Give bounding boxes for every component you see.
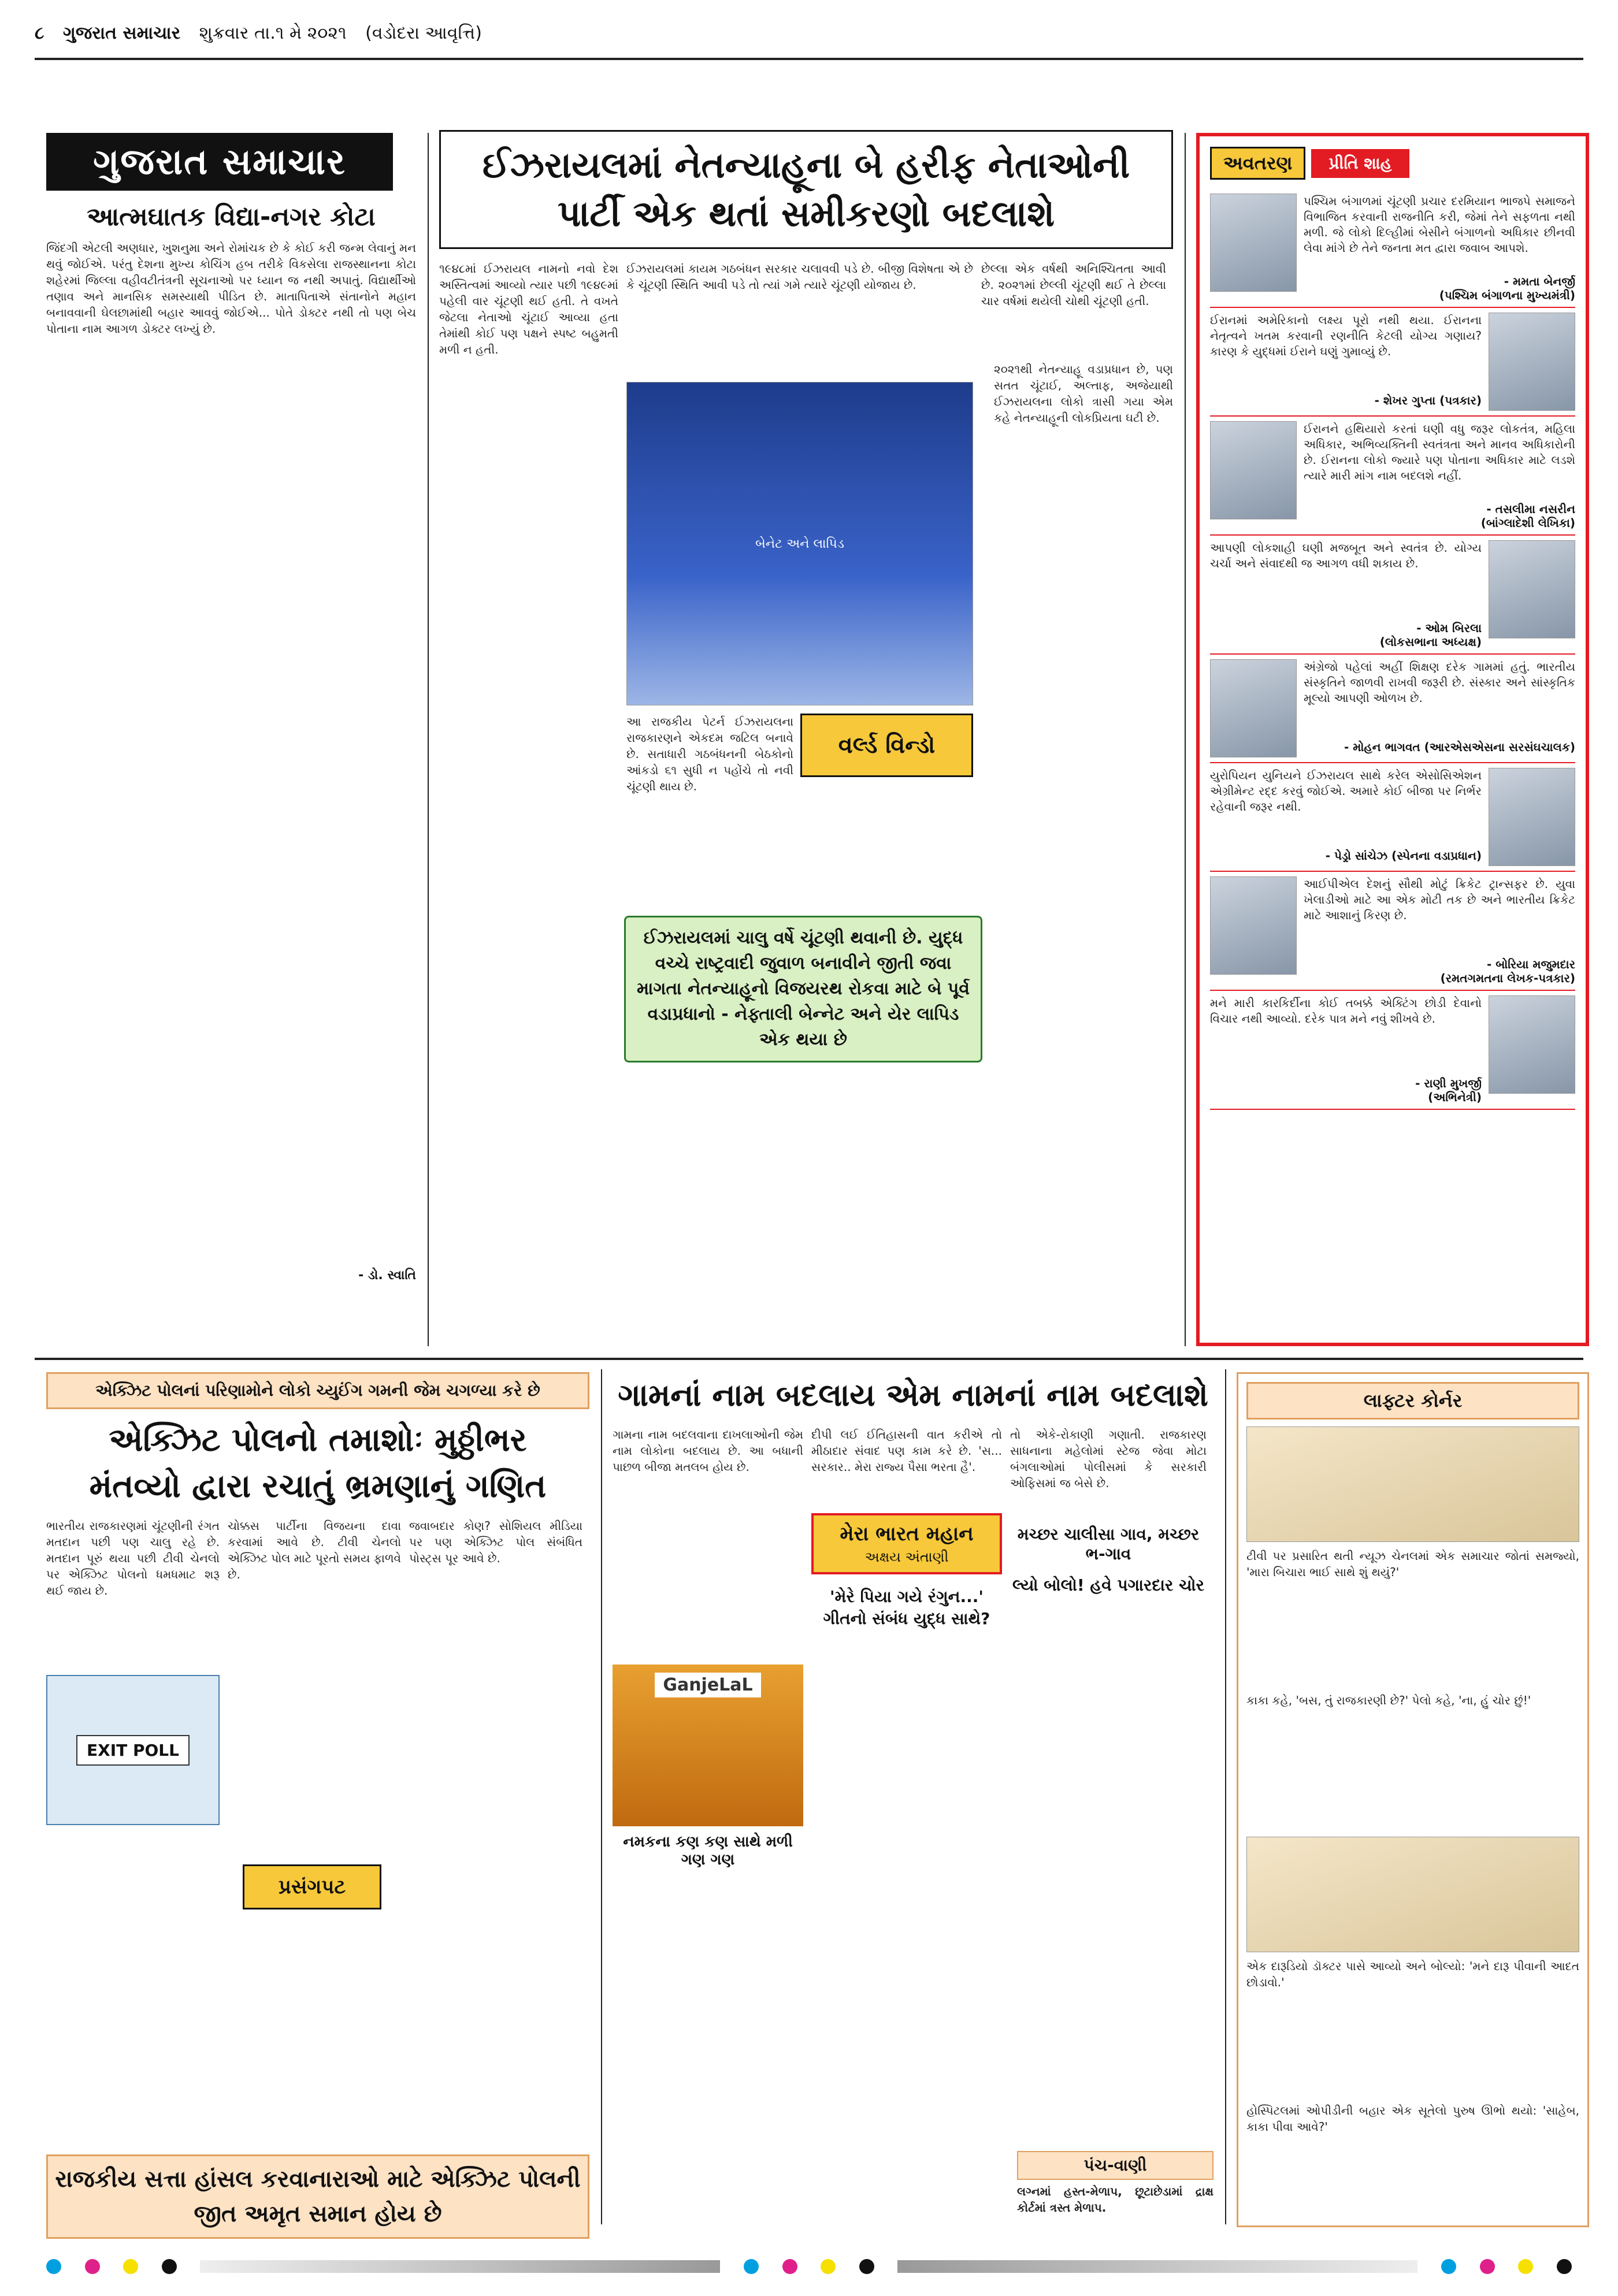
exit-poll-col-3: જવાબદાર કોણ? સોશિયલ મીડિયા પર પણ એક્ઝિટ પોલ સંબંધિત પોસ્ટ્સ પૂર આવે છે.	[409, 1519, 582, 1565]
quote-item	[1210, 417, 1575, 536]
village-headline: ગામનાં નામ બદલાય એમ નામનાં નામ બદલાશે	[618, 1377, 1208, 1413]
quote-list	[1210, 189, 1575, 1110]
exit-poll-kicker: એક્ઝિટ પોલનાં પરિણામોને લોકો ચ્યુઈંગ ગમની જેમ ચગળ્યા કરે છે	[46, 1372, 589, 1409]
quote-item	[1210, 872, 1575, 991]
quote-role: (પશ્ચિમ બંગાળના મુખ્યમંત્રી)	[1439, 288, 1575, 302]
color-registration-bar	[46, 2258, 1572, 2275]
exit-poll-col-2: ચોક્કસ પાર્ટીના વિજયના દાવા કરવામાં આવે છે. ટીવી ચેનલો એક્ઝિટ પોલ માટે પૂરતો સમય ફાળવે છે.	[228, 1519, 401, 1581]
village-col-1: ગામના નામ બદલવાના દાખલાઓની જેમ નામ લોકોના બદલાય છે. આ બધાની પાછળ બીજા મતલબ હોય છે.	[613, 1428, 803, 1474]
laughter-label: લાફ્ટર કોર્નર	[1246, 1382, 1579, 1420]
page-header	[35, 23, 1583, 46]
quote-item	[1210, 536, 1575, 655]
village-sub1: મચ્છર ચાલીસા ગાવ, મચ્છર ભ-ગાવ	[1017, 1525, 1200, 1563]
quote-role: (રમતગમતના લેખક-પત્રકાર)	[1440, 971, 1575, 985]
exit-poll-graphic-label: EXIT POLL	[76, 1735, 190, 1766]
quote-portrait	[1489, 995, 1575, 1094]
cartoon-illustration	[1246, 1426, 1579, 1542]
laughter-corner	[1237, 1372, 1589, 2227]
photo-caption: બેનેટ અને લાપિડ	[755, 536, 844, 551]
quote-item	[1210, 991, 1575, 1110]
lead-pullquote	[624, 916, 982, 1062]
panchvani-text: લગ્નમાં હસ્ત-મેળાપ, છૂટાછેડામાં દ્રાક્ષ કોર્ટમાં ત્રસ્ત મેળાપ.	[1017, 2184, 1214, 2215]
lead-col-3: છેલ્લા એક વર્ષથી અનિશ્ચિતતા આવી છે. ૨૦૨૧માં છેલ્લી ચૂંટણી થઈ તે છેલ્લા ચાર વર્ષમાં થયેલી ચોથી ચૂંટણી હતી.	[981, 262, 1166, 308]
quote-text: મને મારી કારકિર્દીના કોઈ તબક્કે એક્ટિંગ છોડી દેવાનો વિચાર નથી આવ્યો. દરેક પાત્ર મને નવું શીખવે છે.	[1210, 996, 1482, 1026]
quote-text: અંગ્રેજો પહેલાં અહીં શિક્ષણ દરેક ગામમાં હતું. ભારતીય સંસ્કૃતિને જાળવી રાખવી જરૂરી છે. સંસ્કાર અને સાંસ્કૃતિક મૂલ્યો આપણી ઓળખ છે.	[1304, 660, 1575, 705]
village-sub2: લ્યો બોલો! હવે પગારદાર ચોર	[1012, 1576, 1205, 1595]
quote-portrait	[1489, 313, 1575, 411]
exit-poll-graphic	[46, 1675, 220, 1825]
lead-col-1: ૧૯૪૮માં ઈઝરાયલ નામનો નવો દેશ અસ્તિત્વમાં આવ્યો ત્યાર પછી ૧૯૪૯માં પહેલી વાર ચૂંટણી થઈ હતી. તે વખતે જેટલા નેતાઓ ચૂંટાઈ આવ્યા હતા તેમાંથી કોઈ પણ પક્ષને સ્પષ્ટ બહુમતી મળી ન હતી.	[439, 262, 618, 356]
village-story	[613, 1372, 1214, 2239]
cartoon-illustration	[1246, 1837, 1579, 1952]
lead-headline-line2: પાર્ટી એક થતાં સમીકરણો બદલાશે	[557, 192, 1055, 235]
lead-col-bottom: આ રાજકીય પેટર્ન ઈઝરાયલના રાજકારણને એકદમ જટિલ બનાવે છે. સતાધારી ગઠબંધનની બેઠકોનો આંકડો ૬૧ સુધી ન પહોંચે તો નવી ચૂંટણી થાય છે.	[626, 715, 793, 793]
avtaran-box	[1196, 133, 1589, 1346]
quote-text: ઈરાનને હથિયારો કરતાં ઘણી વધુ જરૂર લોકતંત્ર, મહિલા અધિકાર, અભિવ્યક્તિની સ્વતંત્રતા અને માનવ અધિકારોની છે. ઈરાનના લોકો જ્યારે પણ પોતાના અધિકાર માટે લડશે ત્યારે મારી માંગ નામ બદલશે નહીં.	[1304, 422, 1575, 482]
quote-text: પશ્ચિમ બંગાળમાં ચૂંટણી પ્રચાર દરમિયાન ભાજપે સમાજને વિભાજિત કરવાની રાજનીતિ કરી, જેમાં તેને સફળતા નથી મળી. જે લોકો દિલ્હીમાં બેસીને બંગાળનો અધિકાર છીનવી લેવા માંગે છે તેને જનતા મત દ્વારા જવાબ આપશે.	[1304, 194, 1575, 255]
quote-name: - પેડ્રો સાંચેઝ (સ્પેનના વડાપ્રધાન)	[1325, 849, 1482, 863]
joke-item: એક દારૂડિયો ડૉક્ટર પાસે આવ્યો અને બોલ્યો: 'મને દારૂ પીવાની આદત છોડાવો.'	[1246, 1959, 1579, 1989]
joke-item: કાકા કહે, 'બસ, તું રાજકારણી છે?' પેલો કહે, 'ના, હું ચોર છું!'	[1246, 1693, 1531, 1707]
editorial-title: આત્મઘાતક વિદ્યા-નગર કોટા	[87, 202, 376, 232]
quote-text: ઈરાનમાં અમેરિકાનો લક્ષ્ય પૂરો નથી થયા. ઈરાનના નેતૃત્વને ખતમ કરવાની રણનીતિ કેટલી યોગ્ય ગણાય? કારણ કે યુદ્ધમાં ઈરાને ઘણું ગુમાવ્યું છે.	[1210, 313, 1482, 358]
quote-name: - શેખર ગુપ્તા (પત્રકાર)	[1374, 393, 1482, 407]
quote-text: યુરોપિયન યુનિયને ઈઝરાયલ સાથે કરેલ એસોસિએશન એગ્રીમેન્ટ રદ્દ કરવું જોઈએ. અમારે કોઈ બીજા પર નિર્ભર રહેવાની જરૂર નથી.	[1210, 768, 1482, 813]
exit-poll-story	[46, 1372, 589, 2239]
quote-role: (અભિનેત્રી)	[1428, 1090, 1482, 1104]
quote-role: (લોકસભાના અધ્યક્ષ)	[1379, 635, 1482, 649]
lead-headline-line1: ઈઝરાયલમાં નેતન્યાહૂના બે હરીફ નેતાઓની	[482, 144, 1130, 186]
quote-item	[1210, 655, 1575, 763]
exit-poll-footer: રાજકીય સત્તા હાંસલ કરવાનારાઓ માટે એક્ઝિટ પોલની જીત અમૃત સમાન હોય છે	[46, 2154, 589, 2239]
quote-portrait	[1210, 659, 1297, 757]
village-sub3: નમકના કણ કણ સાથે મળી ગણ ગણ	[623, 1833, 793, 1868]
joke-list	[1246, 1426, 1579, 2241]
food-photo	[613, 1665, 803, 1826]
food-label: GanjeLaL	[655, 1673, 760, 1697]
exit-poll-headline-line1: એક્ઝિટ પોલનો તમાશોઃ મુઠ્ઠીભર	[109, 1421, 527, 1459]
prasangpat-tag: પ્રસંગપટ	[243, 1864, 381, 1909]
edition: (વડોદરા આવૃત્તિ)	[365, 23, 482, 43]
world-window-label: વર્લ્ડ વિન્ડો	[838, 732, 936, 759]
quote-portrait	[1210, 421, 1297, 519]
quote-item	[1210, 763, 1575, 872]
mera-bharat-title: મેરા ભારત મહાન	[840, 1522, 974, 1545]
mera-bharat-tag	[811, 1513, 1002, 1574]
quote-portrait	[1489, 540, 1575, 638]
quote-name: - મોહન ભાગવત (આરએસએસના સરસંઘચાલક)	[1344, 740, 1575, 754]
lead-photo	[626, 382, 973, 705]
masthead-logo: ગુજરાત સમાચાર	[46, 133, 393, 191]
quote-portrait	[1210, 876, 1297, 975]
avtaran-author: પ્રીતિ શાહ	[1311, 149, 1409, 178]
village-quote: 'મેરે પિયા ગયે રંગુન...' ગીતનો સંબંધ યુદ્ધ સાથે?	[823, 1587, 990, 1628]
quote-text: આપણી લોકશાહી ઘણી મજબૂત અને સ્વતંત્ર છે. યોગ્ય ચર્ચા અને સંવાદથી જ આગળ વધી શકાય છે.	[1210, 541, 1482, 570]
editorial-body: જિંદગી એટલી અણધાર, ખુશનુમા અને રોમાંચક છે કે કોઈ કરી જન્મ લેવાનું મન થવું જોઈએ. પરંતુ દેશના મુખ્ય કોચિંગ હબ તરીકે વિકસેલા રાજસ્થાનના કોટા શહેરમાં જિલ્લા વહીવટીતંત્રની સૂચનાઓ પર ધ્યાન જ નથી અપાતું. વિદ્યાર્થીઓ તણાવ અને માનસિક સમસ્યાથી પીડિત છે. માતાપિતાએ સંતાનોને મહાન બનાવવાની ઘેલછામાંથી બહાર આવવું જોઈએ... પોતે ડોક્ટર નથી તો પણ બેચ પોતાના નામ આગળ ડોક્ટર લખ્યું છે.	[46, 241, 416, 336]
issue-date: શુક્રવાર તા.૧ મે ૨૦૨૧	[199, 23, 347, 43]
exit-poll-headline-line2: મંતવ્યો દ્વારા રચાતું ભ્રમણાનું ગણિત	[89, 1467, 547, 1505]
quote-name: - તસલીમા નસરીન	[1486, 502, 1575, 516]
world-window-tag	[800, 714, 973, 777]
mera-bharat-author: અક્ષય અંતાણી	[864, 1549, 949, 1565]
joke-item: હોસ્પિટલમાં ઓપીડીની બહાર એક સૂતેલો પુરુષ ઊભો થયો: 'સાહેબ, કાકા પીવા આવે?'	[1246, 2104, 1579, 2134]
quote-item	[1210, 189, 1575, 308]
village-col-3: તો એકે-રોકાણી ગણાતી. રાજકારણ સાધનાના મહેલોમાં સ્ટેજ જેવા મોટા બંગલાઓમાં પોલીસમાં કે સરકારી ઓફિસમાં જ બેસે છે.	[1010, 1428, 1207, 1490]
quote-name: - ઓમ બિરલા	[1416, 621, 1482, 635]
quote-portrait	[1489, 768, 1575, 866]
quote-name: - મમતા બેનર્જી	[1504, 274, 1575, 288]
quote-role: (બાંગ્લાદેશી લેખિકા)	[1480, 516, 1575, 530]
exit-poll-col-1: ભારતીય રાજકારણમાં ચૂંટણીની રંગત મતદાન પછી પણ ચાલુ રહે છે. મતદાન પૂરું થયા પછી ટીવી ચેનલો પર એક્ઝિટ પોલનો ધમધમાટ શરૂ થઈ જાય છે.	[46, 1519, 220, 1597]
paper-name: ગુજરાત સમાચાર	[62, 23, 181, 43]
lead-col-2: ઈઝરાયલમાં કાયમ ગઠબંધન સરકાર ચલાવવી પડે છે. બીજી વિશેષતા એ છે કે ચૂંટણી સ્થિતિ આવી પડે તો ત્યાં ગમે ત્યારે ચૂંટણી યોજાય છે.	[626, 262, 973, 292]
page-number: ૮	[35, 23, 44, 43]
lead-col-4: ૨૦૨૧થી નેતન્યાહૂ વડાપ્રધાન છે, પણ સતત ચૂંટાઈ, અલ્તાફ, અજેયાથી ઈઝરાયલના લોકો ત્રાસી ગયા એમ કહે નેતન્યાહૂની લોકપ્રિયતા ઘટી છે.	[994, 362, 1173, 425]
panchvani	[1017, 2151, 1214, 2216]
avtaran-label: અવતરણ	[1210, 147, 1305, 180]
editorial	[46, 202, 416, 1300]
quote-item	[1210, 308, 1575, 417]
quote-text: આઈપીએલ દેશનું સૌથી મોટું ક્રિકેટ ટ્રાન્સફર છે. યુવા ખેલાડીઓ માટે આ એક મોટી તક છે અને ભારતીય ક્રિકેટ માટે આશાનું કિરણ છે.	[1304, 877, 1575, 922]
editorial-signature: - ડો. સ્વાતિ	[358, 1268, 416, 1283]
lead-headline-box	[439, 130, 1173, 249]
quote-portrait	[1210, 194, 1297, 292]
panchvani-label: પંચ-વાણી	[1017, 2151, 1214, 2180]
lead-story	[439, 130, 1173, 1343]
quote-name: - રાણી મુખર્જી	[1415, 1076, 1482, 1090]
joke-item: ટીવી પર પ્રસારિત થતી ન્યૂઝ ચેનલમાં એક સમાચાર જોતાં સમજ્યો, 'મારા બિચારા ભાઈ સાથે શું થયું?'	[1246, 1549, 1579, 1579]
quote-name: - બોરિયા મજુમદાર	[1486, 957, 1575, 971]
village-col-2: દીપી લઈ ઈતિહાસની વાત કરીએ તો મીઠાદાર સંવાદ પણ કામ કરે છે. 'સ... સરકાર.. મેરા રાજ્ય પૈસા ભરતા હૈ'.	[811, 1428, 1002, 1474]
pullquote-text: ઈઝરાયલમાં ચાલુ વર્ષે ચૂંટણી થવાની છે. યુદ્ધ વચ્ચે રાષ્ટ્રવાદી જુવાળ બનાવીને જીતી જવા માગતા નેતન્યાહૂનો વિજયરથ રોકવા માટે બે પૂર્વ વડાપ્રધાનો - નેફ્તાલી બેન્નેટ અને યેર લાપિડ એક થયા છે	[636, 928, 970, 1050]
